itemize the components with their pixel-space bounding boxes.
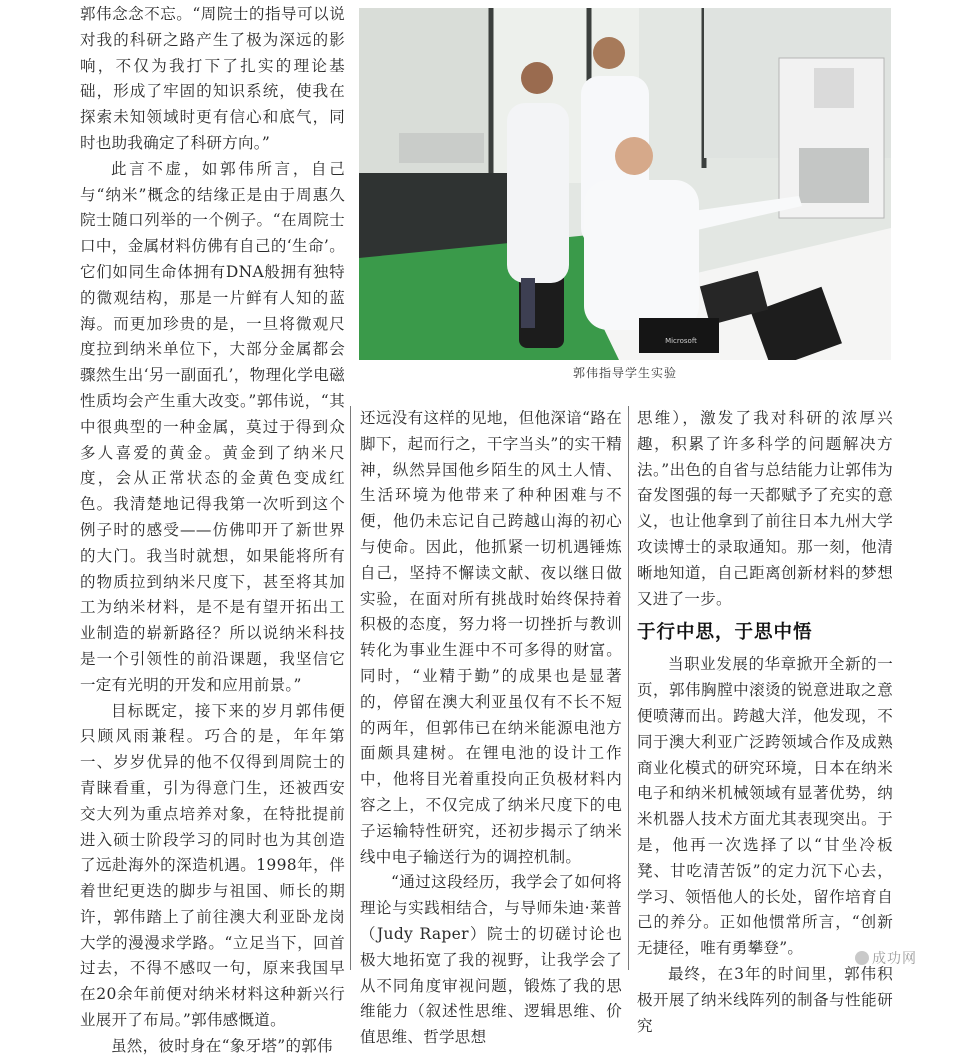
paragraph: 还远没有这样的见地，但他深谙“路在脚下，起而行之，干字当头”的实干精神，纵然异国他乡陌生的风土人情、生活环境为他带来了种种困难与不便，他仍未忘记自己跨越山海的初心与使命。因此，他抓紧一切机遇锤炼自己，坚持不懈读文献、夜以继日做实验，在面对所有挑战时始终保持着积极的态度，努力将一切挫折与教训转化为事业生涯中不可多得的财富。同时，“业精于勤”的成果也是显著的，停留在澳大利亚虽仅有不长不短的两年，但郭伟已在纳米能源电池方面颇具建树。在锂电池的设计工作中，他将目光着重投向正负极材料内容之上，不仅完成了纳米尺度下的电子运输特性研究，还初步揭示了纳米线中电子输送行为的调控机制。 bbox=[360, 409, 622, 866]
paragraph: 目标既定，接下来的岁月郭伟便只顾风雨兼程。巧合的是，年年第一、岁岁优异的他不仅得到周院士的青睐看重，引为得意门生，还被西安交大列为重点培养对象，在特批提前进入硕士阶段学习的同时也为其创造了远赴海外的深造机遇。1998年，伴着世纪更迭的脚步与祖国、师长的期许，郭伟踏上了前往澳大利亚卧龙岗大学的漫漫求学路。“立足当下，回首过去，不得不感叹一句，原来我国早在20余年前便对纳米材料这种新兴行业展开了布局。”郭伟感慨道。 bbox=[80, 701, 345, 1030]
watermark bbox=[855, 948, 917, 968]
watermark-text: 成功网 bbox=[872, 951, 917, 967]
article-column-1 bbox=[80, 2, 345, 1060]
figure-caption: 郭伟指导学生实验 bbox=[572, 366, 677, 380]
mouse-brand-label: Microsoft bbox=[665, 337, 697, 345]
paragraph: 最终，在3年的时间里，郭伟积极开展了纳米线阵列的制备与性能研究 bbox=[637, 964, 893, 1035]
paragraph: 虽然，彼时身在“象牙塔”的郭伟 bbox=[111, 1036, 333, 1055]
paragraph: “通过这段经历，我学会了如何将理论与实践相结合，与导师朱迪·莱普（Judy Raper）院士的切磋讨论也极大地拓宽了我的视野，让我学会了从不同角度审视问题，锻炼了我的思维能力（叙述性思维、逻辑思维、价值思维、哲学思想 bbox=[360, 873, 622, 1047]
article-column-2 bbox=[360, 406, 622, 1051]
column-divider bbox=[350, 406, 351, 970]
paragraph: 郭伟念念不忘。“周院士的指导可以说对我的科研之路产生了极为深远的影响，不仅为我打下了扎实的理论基础，形成了牢固的知识系统，使我在探索未知领域时更有信心和底气，同时也助我确定了科研方向。” bbox=[80, 5, 345, 152]
section-heading: 于行中思，于思中悟 bbox=[637, 622, 813, 644]
lab-photo bbox=[359, 8, 891, 360]
lab-photo-illustration bbox=[359, 8, 891, 360]
paragraph: 当职业发展的华章掀开全新的一页，郭伟胸膛中滚烫的锐意进取之意便喷薄而出。跨越大洋，他发现，不同于澳大利亚广泛跨领域合作及成熟商业化模式的研究环境，日本在纳米电子和纳米机械领域有显著优势，纳米机器人技术方面尤其表现突出。于是，他再一次选择了以“甘坐冷板凳、甘吃清苦饭”的定力沉下心去，学习、领悟他人的长处，留作培育自己的养分。正如他惯常所言，“创新无捷径，唯有勇攀登”。 bbox=[637, 655, 893, 958]
paragraph: 思维），激发了我对科研的浓厚兴趣，积累了许多科学的问题解决方法。”出色的自省与总结能力让郭伟为奋发图强的每一天都赋予了充实的意义，也让他拿到了前往日本九州大学攻读博士的录取通知。那一刻，他清晰地知道，自己距离创新材料的梦想又进了一步。 bbox=[637, 409, 893, 608]
watermark-logo-icon bbox=[855, 951, 869, 965]
column-divider bbox=[628, 406, 629, 970]
article-column-3 bbox=[637, 406, 893, 1039]
paragraph: 此言不虚，如郭伟所言，自己与“纳米”概念的结缘正是由于周惠久院士随口列举的一个例子。“在周院士口中，金属材料仿佛有自己的‘生命’。它们如同生命体拥有DNA般拥有独特的微观结构，那是一片鲜有人知的蓝海。而更加珍贵的是，一旦将微观尺度拉到纳米单位下，大部分金属都会骤然生出‘另一副面孔’，物理化学电磁性质均会产生重大改变。”郭伟说，“其中很典型的一种金属，莫过于得到众多人喜爱的黄金。黄金到了纳米尺度，会从正常状态的金黄色变成红色。我清楚地记得我第一次听到这个例子时的感受——仿佛叩开了新世界的大门。我当时就想，如果能将所有的物质拉到纳米尺度下，甚至将其加工为纳米材料，是不是有望开拓出工业制造的崭新路径？所以说纳米科技是一个引领性的前沿课题，我坚信它一定有光明的开发和应用前景。” bbox=[80, 159, 345, 694]
